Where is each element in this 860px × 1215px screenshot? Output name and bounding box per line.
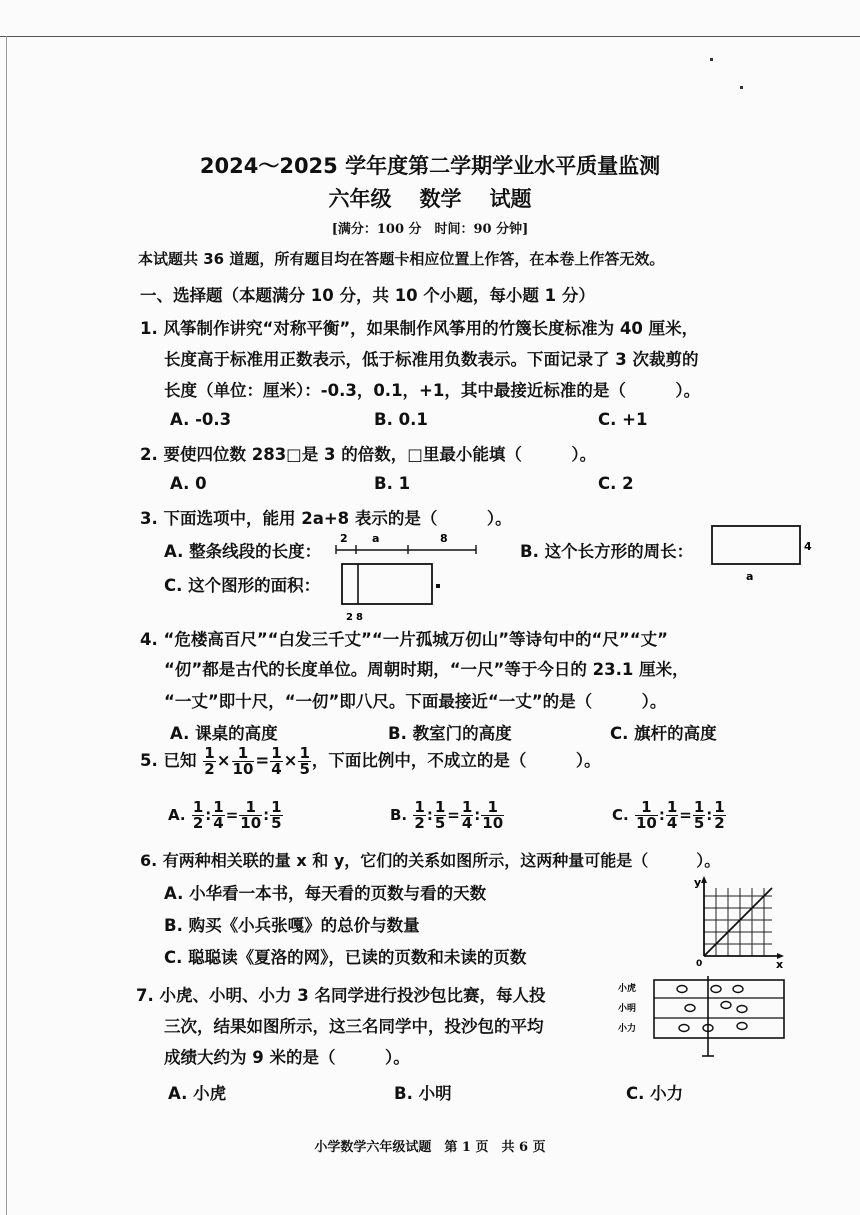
q2-line1: 2. 要使四位数 283□是 3 的倍数，□里最小能填（ ）。 — [140, 445, 597, 464]
q4-line1: 4. “危楼高百尺”“白发三千丈”“一片孤城万仞山”等诗句中的“尺”“丈” — [140, 630, 668, 649]
q5-option-b: B. $\frac{1}{2}$ : $\frac{1}{5}$ = $\frac{1}{4}$ : $\frac{1}{10}$ — [390, 798, 504, 832]
axis-y-label: y — [694, 876, 702, 889]
seg-label-8: 8 — [440, 532, 448, 545]
given-frac-4: $\frac{1}{5}$ — [299, 744, 310, 778]
origin-label: 0 — [696, 959, 703, 969]
row-label-xiaoming: 小明 — [618, 1004, 637, 1014]
exam-subtitle — [0, 183, 860, 213]
q7-line1: 7. 小虎、小明、小力 3 名同学进行投沙包比赛，每人投 — [136, 986, 546, 1005]
q6-option-a: A. 小华看一本书，每天看的页数与看的天数 — [164, 884, 487, 903]
subject-label: 数学 — [419, 187, 462, 211]
kind-label: 试题 — [489, 187, 532, 211]
q7-option-b: B. 小明 — [394, 1084, 452, 1103]
given-frac-3: $\frac{1}{4}$ — [271, 744, 282, 778]
q2-option-b: B. 1 — [374, 474, 411, 493]
q7-figure — [616, 976, 788, 1062]
given-frac-1: $\frac{1}{2}$ — [204, 744, 215, 778]
q4-option-a: A. 课桌的高度 — [170, 724, 278, 743]
q6-option-b: B. 购买《小兵张嘎》的总价与数量 — [164, 916, 420, 935]
q5-prefix: 5. 已知 — [140, 751, 197, 770]
seg-label-2: 2 — [340, 532, 348, 545]
q6-graph — [690, 874, 786, 970]
q3-option-a: A. 整条线段的长度： — [164, 542, 322, 561]
q1-line2: 长度高于标准用正数表示，低于标准用负数表示。下面记录了 3 次裁剪的 — [164, 350, 699, 369]
q7-option-c: C. 小力 — [626, 1084, 684, 1103]
fig-label-8: 8 — [356, 612, 363, 623]
page-footer: 小学数学六年级试题 第 1 页 共 6 页 — [314, 1140, 546, 1155]
q3-option-b: B. 这个长方形的周长： — [520, 542, 694, 561]
q5-option-a: A. $\frac{1}{2}$ : $\frac{1}{4}$ = $\frac{1}{10}$ : $\frac{1}{5}$ — [168, 798, 282, 832]
q4-line2: “仞”都是古代的长度单位。周朝时期，“一尺”等于今日的 23.1 厘米， — [164, 660, 689, 679]
rect-side-label: 4 — [804, 540, 812, 553]
q7-option-a: A. 小虎 — [168, 1084, 227, 1103]
q2-option-a: A. 0 — [170, 474, 207, 493]
segment-figure — [330, 528, 480, 558]
row-label-xiaohu: 小虎 — [618, 984, 637, 994]
q7-line3: 成绩大约为 9 米的是（ ）。 — [164, 1048, 410, 1067]
rectangle-figure — [706, 522, 816, 584]
exam-title: 2024～2025 学年度第二学期学业水平质量监测 — [199, 154, 661, 178]
scan-speck — [710, 58, 713, 61]
q4-line3: “一丈”即十尺，“一仞”即八尺。下面最接近“一丈”的是（ ）。 — [164, 692, 667, 711]
q3-line1: 3. 下面选项中，能用 2a+8 表示的是（ ）。 — [140, 509, 512, 528]
row-label-xiaoli: 小力 — [618, 1024, 637, 1034]
section-heading: 一、选择题（本题满分 10 分，共 10 个小题，每小题 1 分） — [140, 286, 595, 305]
exam-meta: [满分：100 分 时间：90 分钟] — [331, 222, 529, 237]
q7-line2: 三次，结果如图所示，这三名同学中，投沙包的平均 — [164, 1017, 544, 1036]
area-figure — [338, 560, 448, 628]
q1-option-a: A. -0.3 — [170, 410, 232, 429]
q5-stem: 5. 已知 $\frac{1}{2}$ × $\frac{1}{10}$ = $\frac{1}{4}$ × $\frac{1}{5}$ ，下面比例中，不成立的是（ ）。 — [140, 744, 601, 778]
q6-option-c: C. 聪聪读《夏洛的网》，已读的页数和未读的页数 — [164, 948, 527, 967]
q6-line1: 6. 有两种相关联的量 x 和 y，它们的关系如图所示，这两种量可能是（ ）。 — [140, 851, 721, 870]
q1-option-c: C. +1 — [598, 410, 648, 429]
rect-bottom-label: a — [746, 570, 754, 583]
seg-label-a: a — [372, 532, 380, 545]
q5-suffix: ，下面比例中，不成立的是（ ）。 — [311, 751, 601, 770]
q5-option-c: C. $\frac{1}{10}$ : $\frac{1}{4}$ = $\frac{1}{5}$ : $\frac{1}{2}$ — [612, 798, 725, 832]
grade-label: 六年级 — [328, 187, 392, 211]
q4-option-b: B. 教室门的高度 — [388, 724, 512, 743]
scan-speck — [740, 86, 743, 89]
axis-x-label: x — [776, 958, 784, 970]
q2-option-c: C. 2 — [598, 474, 634, 493]
fig-label-2: 2 — [346, 612, 353, 623]
q1-line1: 1. 风筝制作讲究“对称平衡”，如果制作风筝用的竹篾长度标准为 40 厘米， — [140, 319, 699, 338]
top-border — [0, 36, 860, 37]
q1-option-b: B. 0.1 — [374, 410, 428, 429]
q3-option-c: C. 这个图形的面积： — [164, 576, 321, 595]
given-frac-2: $\frac{1}{10}$ — [232, 744, 254, 778]
q1-line3: 长度（单位：厘米）：-0.3，0.1，+1，其中最接近标准的是（ ）。 — [164, 381, 701, 400]
q4-option-c: C. 旗杆的高度 — [610, 724, 717, 743]
notice-text: 本试题共 36 道题，所有题目均在答题卡相应位置上作答，在本卷上作答无效。 — [138, 250, 665, 268]
